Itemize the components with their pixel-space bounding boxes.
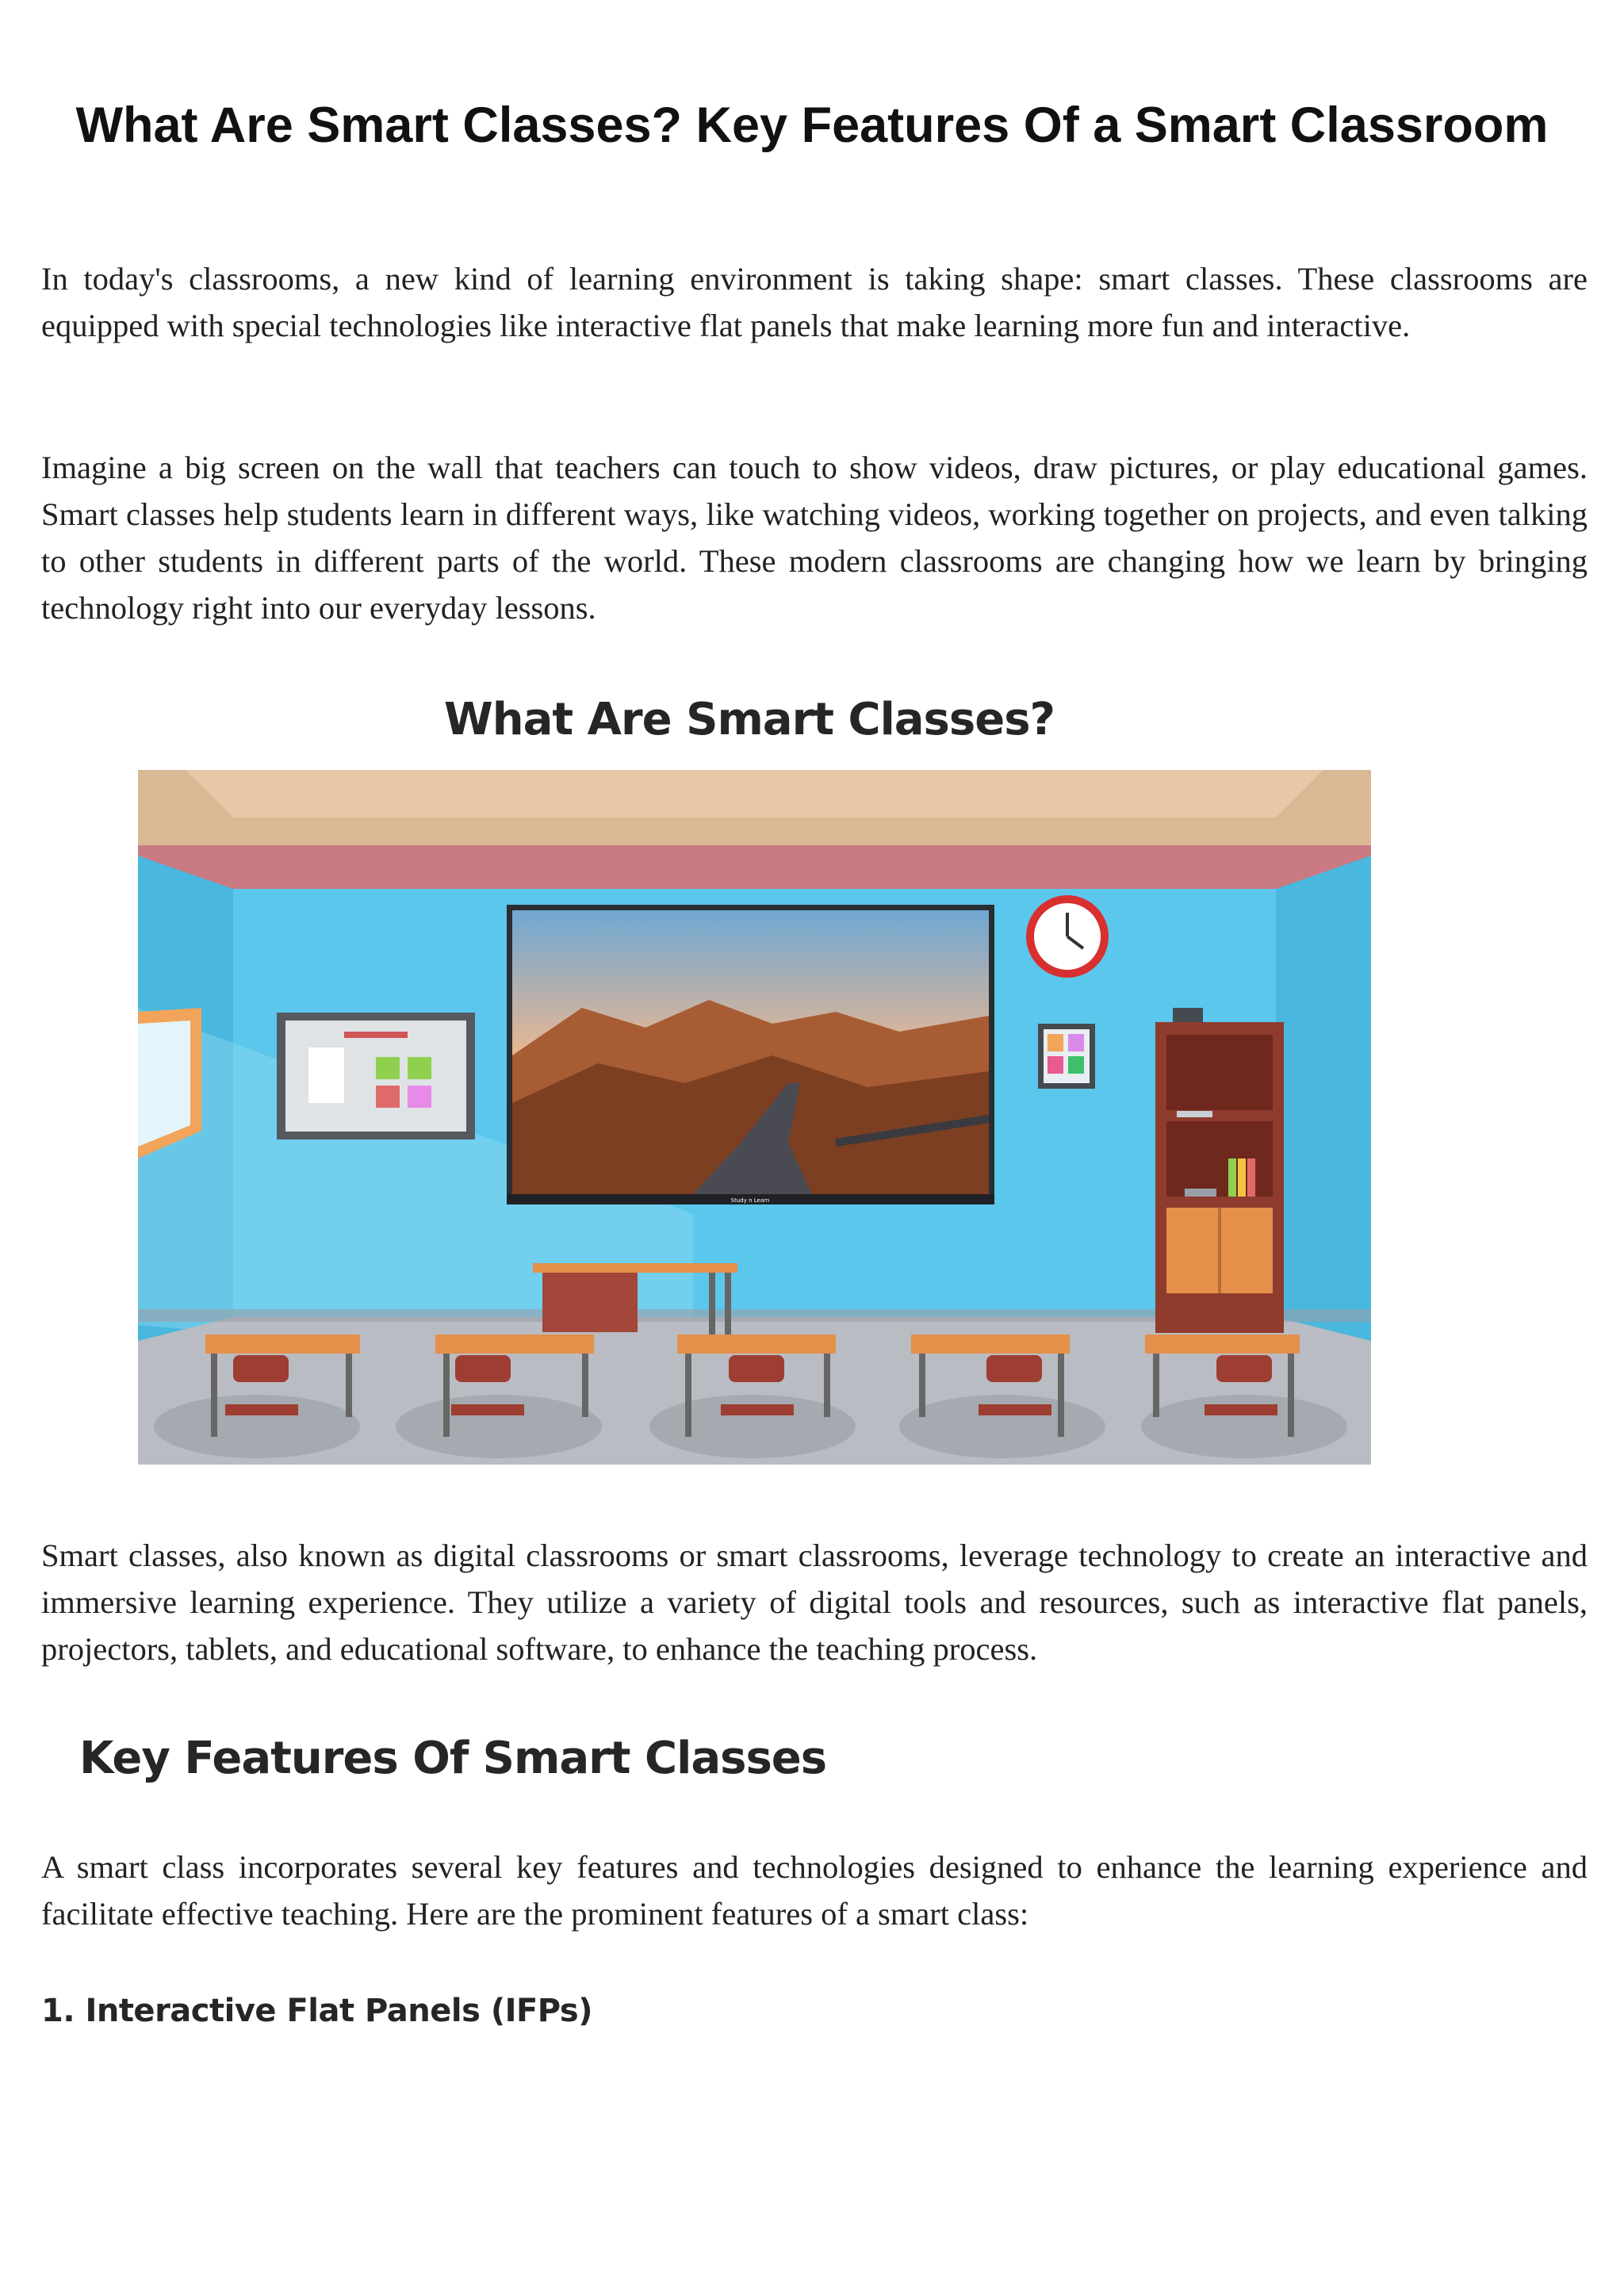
section2-paragraph: A smart class incorporates several key features and technologies designed to enhance the learning experience and facilitate effective teaching. Here are the prominent features of a smart class: (41, 1849, 1588, 1932)
smart-classroom-illustration (138, 770, 1371, 1465)
section-heading-key-features: Key Features Of Smart Classes (79, 1733, 827, 1784)
bookshelf (1155, 1008, 1284, 1333)
ceiling-inner (186, 770, 1323, 818)
clock-icon (1026, 895, 1109, 978)
document-title: What Are Smart Classes? Key Features Of a Smart Classroom (75, 98, 1549, 153)
panel-brand-label: Study n Learn (730, 1197, 770, 1204)
intro-paragraph-2: Imagine a big screen on the wall that teachers can touch to show videos, draw pictures, or play educational games. Smart classes help students learn in different ways, like watching videos, working together on projects, and even talking to other students in different parts of the world. These modern classrooms are changing how we learn by bringing technology right into our everyday lessons. (41, 450, 1588, 626)
section1-paragraph: Smart classes, also known as digital classrooms or smart classrooms, leverage technology to create an interactive and immersive learning experience. They utilize a variety of digital tools and resources, such as interactive flat panels, projectors, tablets, and educational software, to enhance the teaching process. (41, 1538, 1588, 1667)
intro-paragraph-1: In today's classrooms, a new kind of learning environment is taking shape: smart classes. These classrooms are equipped with special technologies like interactive flat panels that make learning more fun and interactive. (41, 261, 1588, 343)
section-heading-what-are-smart-classes: What Are Smart Classes? (443, 694, 1055, 745)
subheading-interactive-flat-panels: 1. Interactive Flat Panels (IFPs) (41, 1993, 593, 2029)
